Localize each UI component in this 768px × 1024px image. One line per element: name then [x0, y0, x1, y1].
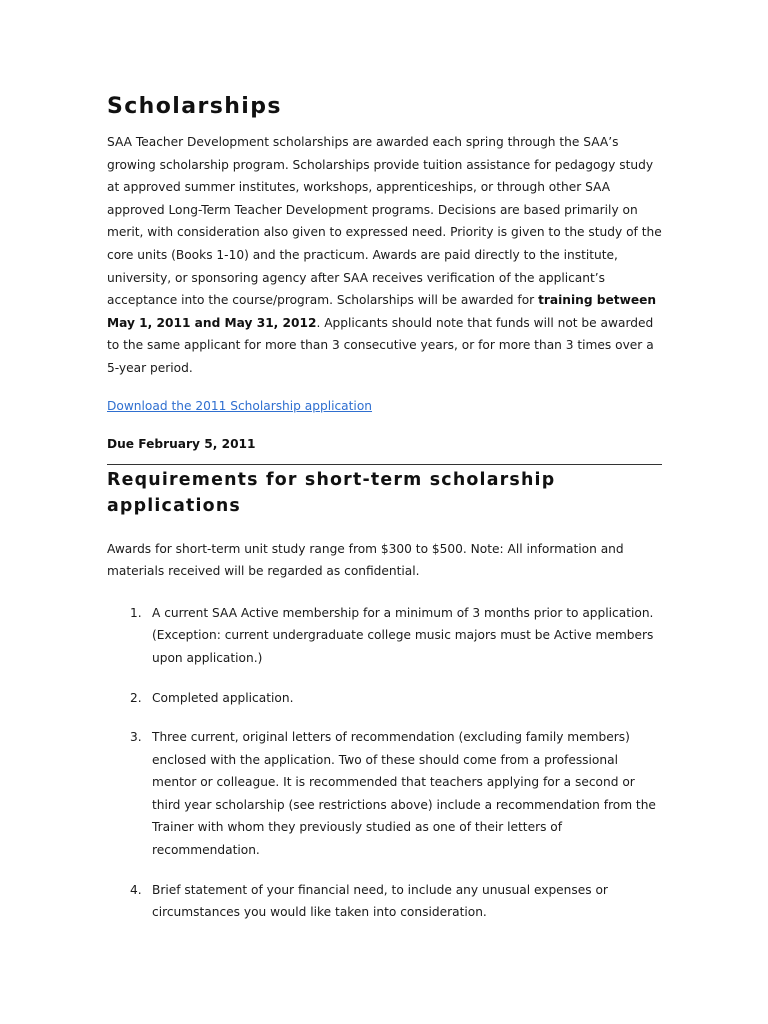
- list-item-text: Brief statement of your financial need, to include any unusual expenses or circumstances you would like taken into consideration.: [152, 882, 608, 920]
- list-item: [107, 726, 663, 862]
- intro-paragraph: [107, 131, 663, 380]
- page-title: Scholarships: [107, 94, 282, 119]
- training-dates-bold: training between May 1, 2011 and May 31, 2012: [107, 293, 657, 330]
- list-item-text: Three current, original letters of recommendation (excluding family members) enclosed with the application. Two of these should come from a professional mentor or colleague. It is recommended that teachers applying for a second or third year scholarship (see restrictions above) include a recommendation from the Trainer with whom they previously studied as one of their letters of recommendation.: [152, 730, 656, 858]
- list-item-text: A current SAA Active membership for a minimum of 3 months prior to application. (Exception: current undergraduate college music majors must be Active members upon application.): [152, 605, 654, 665]
- list-item-number: 4.: [130, 882, 142, 897]
- list-item: [107, 602, 663, 670]
- download-application-link[interactable]: Download the 2011 Scholarship application: [107, 398, 373, 413]
- list-item: [107, 687, 663, 710]
- list-item-number: 1.: [130, 605, 142, 620]
- list-item-text: Completed application.: [152, 690, 294, 705]
- due-date: Due February 5, 2011: [107, 436, 256, 451]
- list-item: [107, 879, 663, 924]
- requirements-list: [107, 602, 663, 924]
- list-item-number: 3.: [130, 730, 142, 745]
- document-content: [107, 94, 663, 924]
- awards-paragraph: Awards for short-term unit study range from $300 to $500. Note: All information and materials received will be regarded as confidential.: [107, 541, 624, 579]
- requirements-heading: Requirements for short-term scholarship applications: [107, 469, 556, 516]
- section-divider: [107, 464, 662, 465]
- list-item-number: 2.: [130, 690, 142, 705]
- intro-text-end: . Applicants should note that funds will not be awarded to the same applicant for more than 3 consecutive years, or for more than 3 times over a 5-year period.: [107, 315, 654, 375]
- intro-text-start: SAA Teacher Development scholarships are awarded each spring through the SAA’s growing scholarship program. Scholarships provide tuition assistance for pedagogy study at approved summer institutes, workshops, apprenticeships, or through other SAA approved Long-Term Teacher Development programs. Decisions are based primarily on merit, with consideration also given to expressed need. Priority is given to the study of the core units (Books 1-10) and the practicum. Awards are paid directly to the institute, university, or sponsoring agency after SAA receives verification of the applicant’s acceptance into the course/program. Scholarships will be awarded for: [107, 135, 662, 308]
